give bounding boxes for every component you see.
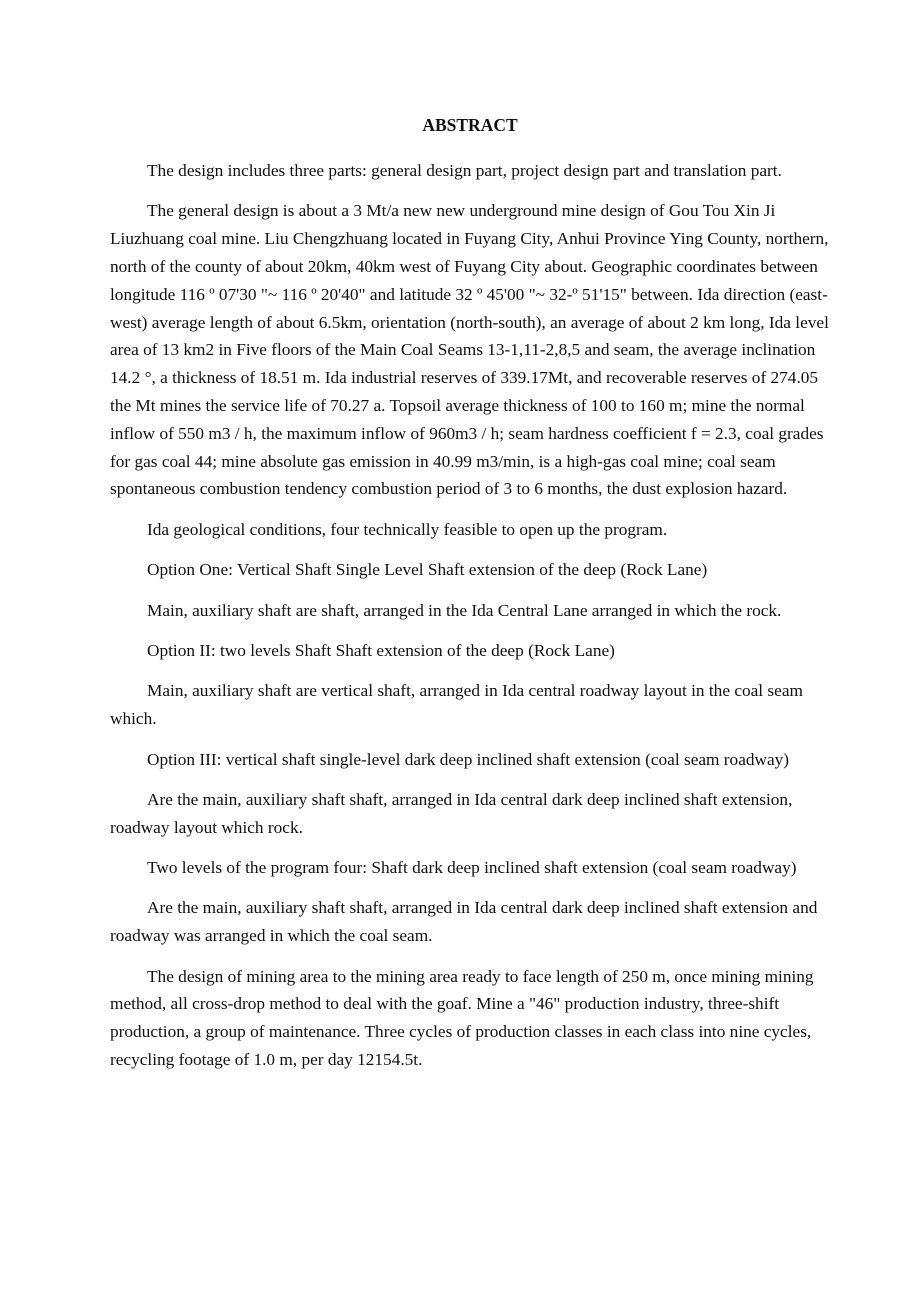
paragraph-geological-conditions: Ida geological conditions, four technically feasible to open up the program. [147,519,668,539]
paragraph-mining-area-design: The design of mining area to the mining area ready to face length of 250 m, once mining mining method, all cross-drop method to deal with the goaf. Mine a "46" production industry, three-shift production, a group of maintenance. Three cycles of production classes in each class into nine cycles, recycling footage of 1.0 m, per day 12154.5t. [110,966,814,1070]
paragraph-option-one-detail: Main, auxiliary shaft are shaft, arranged in the Ida Central Lane arranged in which the rock. [147,600,782,620]
paragraph-option-two-detail: Main, auxiliary shaft are vertical shaft, arranged in Ida central roadway layout in the coal seam which. [110,681,803,729]
paragraph-option-one: Option One: Vertical Shaft Single Level Shaft extension of the deep (Rock Lane) [147,560,708,580]
paragraph-option-three-detail: Are the main, auxiliary shaft shaft, arranged in Ida central dark deep inclined shaft extension, roadway layout which rock. [110,789,793,837]
paragraph-overview: The design includes three parts: general design part, project design part and translation part. [147,161,782,180]
document-page [110,112,830,1086]
paragraph-option-two: Option II: two levels Shaft Shaft extension of the deep (Rock Lane) [147,640,615,660]
paragraph-option-four: Two levels of the program four: Shaft dark deep inclined shaft extension (coal seam roadway) [147,858,797,878]
paragraph-general-design: The general design is about a 3 Mt/a new new underground mine design of Gou Tou Xin Ji Liuzhuang coal mine. Liu Chengzhuang located in Fuyang City, Anhui Province Ying County, northern, north of the county of about 20km, 40km west of Fuyang City about. Geographic coordinates between longitude 116 º 07'30 "~ 116 º 20'40" and latitude 32 º 45'00 "~ 32-º 51'15" between. Ida direction (east-west) average length of about 6.5km, orientation (north-south), an average of about 2 km long, Ida level area of 13 km2 in Five floors of the Main Coal Seams 13-1,11-2,8,5 and seam, the average inclination 14.2 °, a thickness of 18.51 m. Ida industrial reserves of 339.17Mt, and recoverable reserves of 274.05 the Mt mines the service life of 70.27 a. Topsoil average thickness of 100 to 160 m; mine the normal inflow of 550 m3 / h, the maximum inflow of 960m3 / h; seam hardness coefficient f = 2.3, coal grades for gas coal 44; mine absolute gas emission in 40.99 m3/min, is a high-gas coal mine; coal seam spontaneous combustion tendency combustion period of 3 to 6 months, the dust explosion hazard. [110,201,829,499]
paragraph-option-four-detail: Are the main, auxiliary shaft shaft, arranged in Ida central dark deep inclined shaft extension and roadway was arranged in which the coal seam. [110,898,818,946]
paragraph-option-three: Option III: vertical shaft single-level dark deep inclined shaft extension (coal seam roadway) [147,749,790,769]
abstract-title: ABSTRACT [422,115,518,135]
